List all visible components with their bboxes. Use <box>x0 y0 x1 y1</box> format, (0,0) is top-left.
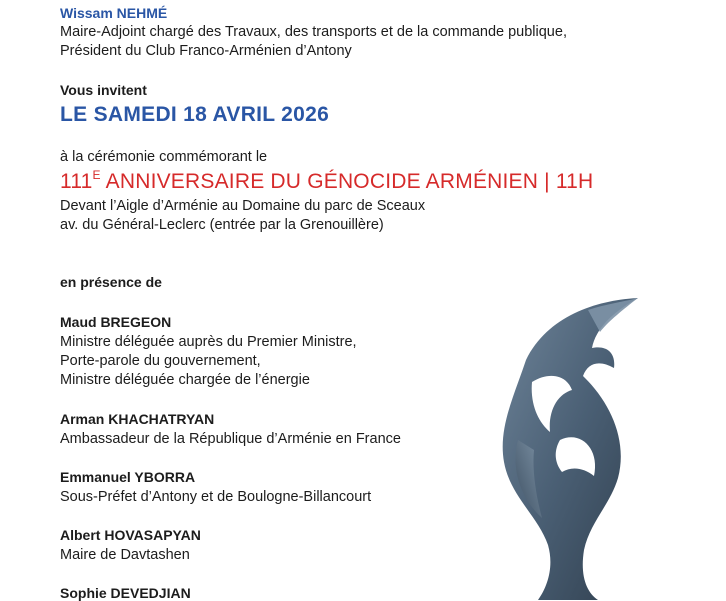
anniversary-ordinal: E <box>92 168 101 182</box>
presence-intro: en présence de <box>60 274 162 290</box>
guest-role: Maire de Davtashen <box>60 547 190 563</box>
host-title-line1: Maire-Adjoint chargé des Travaux, des transports et de la commande publique, <box>60 24 567 40</box>
invite-intro: Vous invitent <box>60 82 147 98</box>
event-date: LE SAMEDI 18 AVRIL 2026 <box>60 103 330 126</box>
location-line1: Devant l’Aigle d’Arménie au Domaine du parc de Sceaux <box>60 198 426 214</box>
anniversary-number: 111 <box>60 170 93 193</box>
guest-name: Sophie DEVEDJIAN <box>60 585 191 601</box>
anniversary-title <box>60 168 593 194</box>
guest-role: Sous-Préfet d’Antony et de Boulogne-Billancourt <box>60 489 372 505</box>
ceremony-intro: à la cérémonie commémorant le <box>60 149 268 165</box>
guest-name: Albert HOVASAPYAN <box>60 527 201 543</box>
anniversary-text: ANNIVERSAIRE DU GÉNOCIDE ARMÉNIEN | 11H <box>100 170 594 193</box>
eagle-statue-image <box>488 290 648 600</box>
location-line2: av. du Général-Leclerc (entrée par la Grenouillère) <box>60 217 384 233</box>
host-title-line2: Président du Club Franco-Arménien d’Antony <box>60 43 352 59</box>
guest-name: Emmanuel YBORRA <box>60 469 196 485</box>
guest-role: Ministre déléguée chargée de l’énergie <box>60 372 310 388</box>
guest-role: Ambassadeur de la République d’Arménie en France <box>60 431 401 447</box>
guest-role: Ministre déléguée auprès du Premier Ministre, <box>60 334 357 350</box>
guest-role: Porte-parole du gouvernement, <box>60 353 261 369</box>
host-name: Wissam NEHMÉ <box>60 5 168 21</box>
guest-name: Maud BREGEON <box>60 314 172 330</box>
guest-name: Arman KHACHATRYAN <box>60 411 215 427</box>
